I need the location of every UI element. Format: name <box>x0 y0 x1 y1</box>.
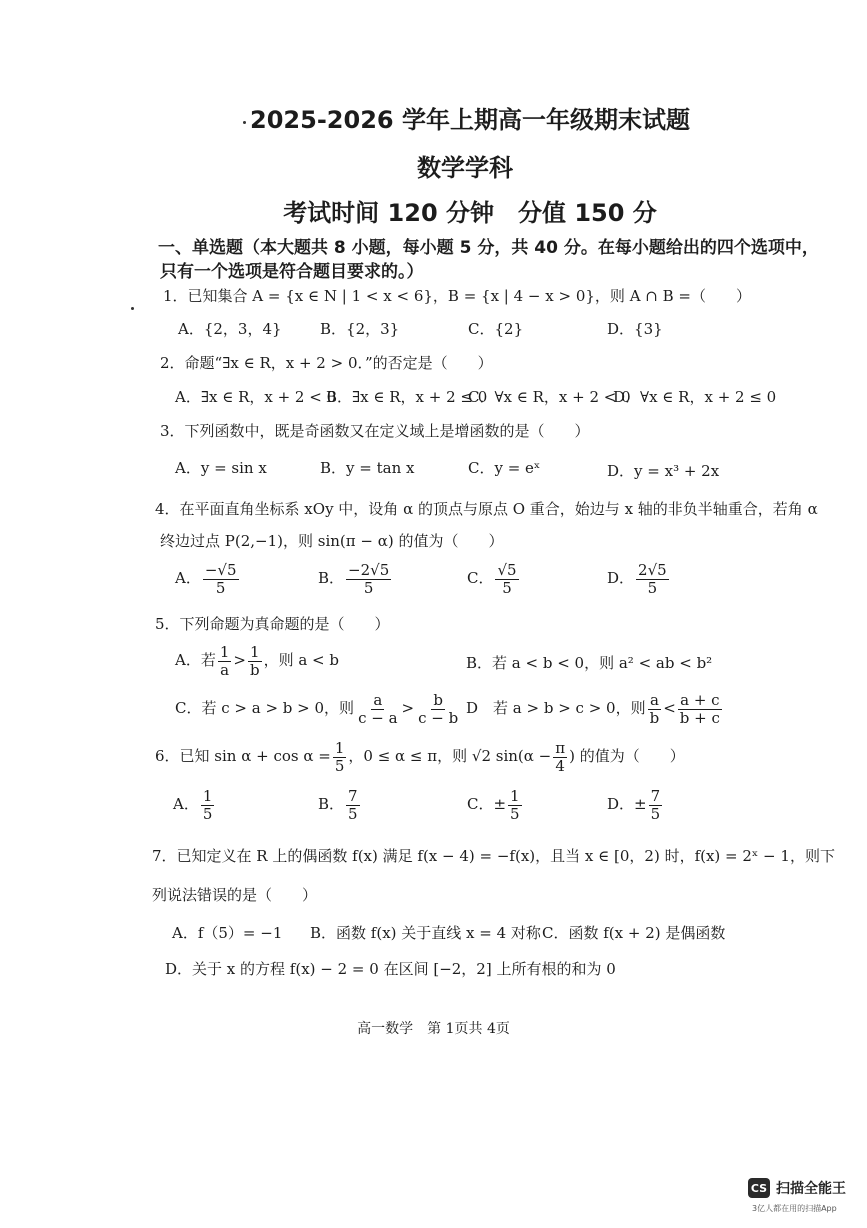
q3-option-c: C．y = eˣ <box>468 459 541 477</box>
q2-option-a: A．∃x ∈ R，x + 2 < 0 <box>175 388 337 406</box>
scanner-watermark <box>748 1178 846 1198</box>
question-2-stem: 2．命题“∃x ∈ R，x + 2 > 0．”的否定是（ ） <box>160 354 493 372</box>
question-5-stem: 5．下列命题为真命题的是（ ） <box>155 615 390 633</box>
q2-option-b: B．∃x ∈ R，x + 2 ≤ 0 <box>326 388 488 406</box>
question-4-stem-line1: 4．在平面直角坐标系 xOy 中，设角 α 的顶点与原点 O 重合，始边与 x 轴的非负半轴重合，若角 α <box>155 500 818 518</box>
q7-option-c: C．函数 f(x + 2) 是偶函数 <box>542 924 726 942</box>
q1-option-c: C．{2} <box>468 320 524 338</box>
q1-option-d: D．{3} <box>607 320 663 338</box>
exam-title: 2025-2026 学年上期高一年级期末试题 <box>250 106 690 134</box>
q7-option-b: B．函数 f(x) 关于直线 x = 4 对称 <box>310 924 541 942</box>
page-footer: 高一数学 第 1页共 4页 <box>357 1021 510 1037</box>
watermark-tagline: 3亿人都在用的扫描App <box>752 1204 837 1213</box>
q2-option-d: D．∀x ∈ R，x + 2 ≤ 0 <box>613 388 777 406</box>
question-7-stem-line1: 7．已知定义在 R 上的偶函数 f(x) 满足 f(x − 4) = −f(x)，且当 x ∈ [0，2) 时，f(x) = 2ˣ − 1，则下 <box>152 847 835 865</box>
watermark-app-name: 扫描全能王 <box>776 1181 846 1197</box>
q4-option-d: D． $\frac{2√5}{5}$ <box>607 561 667 597</box>
q5-option-c: C．若 c > a > b > 0，则 $\frac{a}{c - a}$ > $\frac{b}{c - b}$ <box>175 691 459 727</box>
q7-option-a: A．f（5）= −1 <box>172 924 283 942</box>
question-7-stem-line2: 列说法错误的是（ ） <box>152 886 318 904</box>
subject-title: 数学学科 <box>417 154 513 182</box>
q5-option-a: A．若 $\frac{1}{a}$ > $\frac{1}{b}$ ，则 a < b <box>175 643 339 679</box>
q3-option-b: B．y = tan x <box>320 459 415 477</box>
q4-option-c: C． $\frac{√5}{5}$ <box>467 561 517 597</box>
scan-speck <box>131 307 134 310</box>
q6-option-d: D．± $\frac{7}{5}$ <box>607 787 661 823</box>
question-1-stem: 1．已知集合 A = {x ∈ N | 1 < x < 6}，B = {x | 4 − x > 0}，则 A ∩ B =（ ） <box>163 287 751 305</box>
exam-info: 考试时间 120 分钟 分值 150 分 <box>283 199 657 227</box>
q6-option-c: C．± $\frac{1}{5}$ <box>467 787 520 823</box>
q1-option-a: A．{2，3，4} <box>178 320 282 338</box>
q6-option-b: B． $\frac{7}{5}$ <box>318 787 358 823</box>
q4-option-b: B． $\frac{-2√5}{5}$ <box>318 561 390 597</box>
q3-option-d: D．y = x³ + 2x <box>607 462 720 480</box>
question-4-stem-line2: 终边过点 P(2,−1)，则 sin(π − α) 的值为（ ） <box>160 532 504 550</box>
camscanner-logo-icon: CS <box>748 1178 770 1198</box>
q1-option-b: B．{2，3} <box>320 320 400 338</box>
q4-option-a: A． $\frac{-√5}{5}$ <box>175 561 237 597</box>
q7-option-d: D．关于 x 的方程 f(x) − 2 = 0 在区间 [−2，2] 上所有根的和为 0 <box>165 960 616 978</box>
q2-option-c: C．∀x ∈ R，x + 2 < 0 <box>468 388 631 406</box>
section-heading-line1: 一、单选题（本大题共 8 小题，每小题 5 分，共 40 分。在每小题给出的四个选项中， <box>158 238 819 258</box>
q6-option-a: A． $\frac{1}{5}$ <box>173 787 213 823</box>
question-3-stem: 3．下列函数中，既是奇函数又在定义域上是增函数的是（ ） <box>160 422 590 440</box>
q3-option-a: A．y = sin x <box>175 459 267 477</box>
question-6-stem: 6．已知 sin α + cos α = $\frac{1}{5}$ ，0 ≤ α ≤ π，则 √2 sin(α − $\frac{\pi}{4}$ ) 的值为（ ） <box>155 739 685 775</box>
q5-option-d: D 若 a > b > c > 0，则 $\frac{a}{b}$ < $\frac{a + c}{b + c}$ <box>466 691 720 727</box>
q5-option-b: B．若 a < b < 0，则 a² < ab < b² <box>466 654 713 672</box>
section-heading-line2: 只有一个选项是符合题目要求的。） <box>160 262 424 282</box>
